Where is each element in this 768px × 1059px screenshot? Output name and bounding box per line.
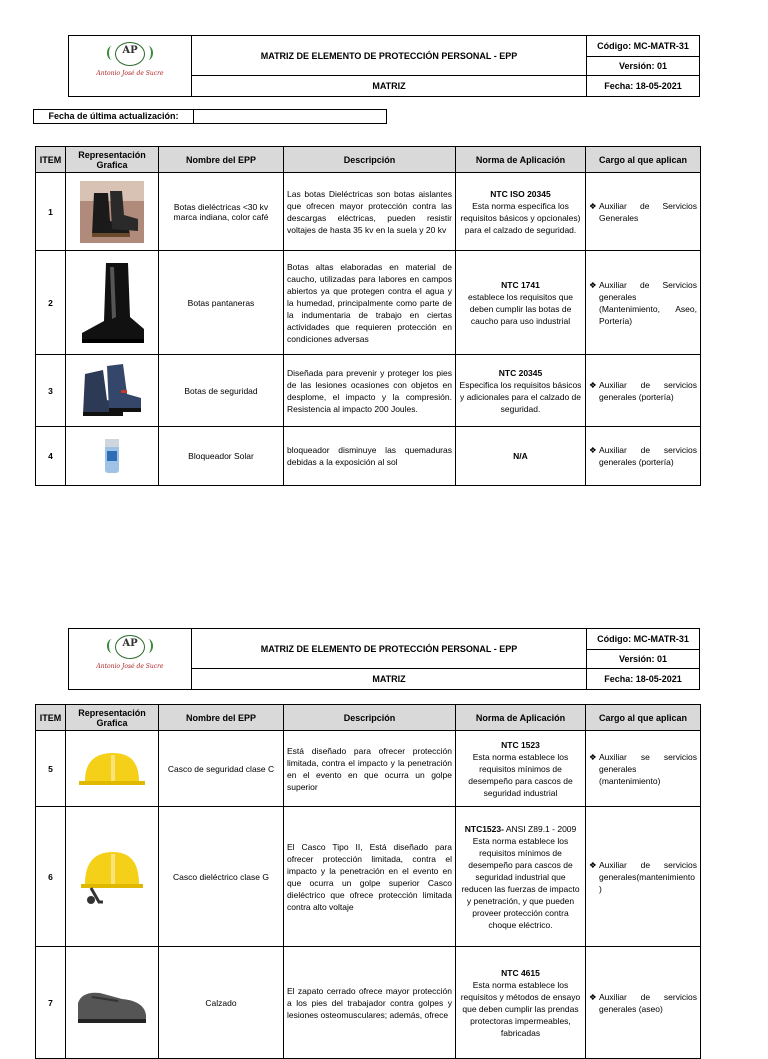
table-row bbox=[36, 807, 701, 947]
norma-text: Esta norma establece los requisitos mínimos de desempeño para cascos de seguridad industrial que reducen las fuerzas de impacto y penetración, y que pueden proveer protección contra choque eléctrico. bbox=[461, 835, 580, 930]
table-row bbox=[36, 427, 701, 486]
document-subtitle: MATRIZ bbox=[192, 76, 587, 97]
row-norma bbox=[456, 731, 586, 807]
bullet-icon: ❖ bbox=[589, 991, 597, 1002]
bullet-icon: ❖ bbox=[589, 379, 597, 390]
row-item: 3 bbox=[36, 355, 66, 427]
col-item: ITEM bbox=[36, 705, 66, 731]
cargo-text: Auxiliar se servicios generales (mantenimiento) bbox=[599, 751, 697, 786]
row-image bbox=[66, 807, 159, 947]
company-logo: AP Antonio José de Sucre bbox=[69, 629, 191, 689]
norma-text: Esta norma establece los requisitos y métodos de ensayo que deben cumplir las prendas protectoras impermeables, fabricadas bbox=[460, 979, 581, 1038]
row-name: Casco de seguridad clase C bbox=[159, 731, 284, 807]
row-cargo bbox=[586, 947, 701, 1059]
row-name: Calzado bbox=[159, 947, 284, 1059]
document-version: Versión: 01 bbox=[587, 649, 700, 669]
last-update-label: Fecha de última actualización: bbox=[34, 110, 194, 123]
norma-title: N/A bbox=[513, 451, 528, 461]
table-row bbox=[36, 251, 701, 355]
cargo-text: Auxiliar de Servicios generales (Mantenimiento, Aseo, Portería) bbox=[599, 279, 697, 326]
row-cargo bbox=[586, 731, 701, 807]
last-update-value bbox=[194, 110, 385, 123]
norma-text: Esta norma especifica los requisitos básicos y opcionales) para el calzado de seguridad. bbox=[460, 200, 581, 235]
row-name: Bloqueador Solar bbox=[159, 427, 284, 486]
row-cargo bbox=[586, 355, 701, 427]
row-item: 5 bbox=[36, 731, 66, 807]
col-description: Descripción bbox=[284, 147, 456, 173]
col-item: ITEM bbox=[36, 147, 66, 173]
row-image bbox=[66, 947, 159, 1059]
norma-title: NTC 1741 bbox=[501, 279, 540, 290]
last-update-field bbox=[33, 109, 387, 124]
logo-org-name: Antonio José de Sucre bbox=[96, 663, 164, 670]
table-row bbox=[36, 947, 701, 1059]
bullet-icon: ❖ bbox=[589, 751, 597, 762]
norma-title: NTC ISO 20345 bbox=[490, 188, 551, 199]
cargo-text: Auxiliar de Servicios Generales bbox=[599, 200, 697, 223]
row-description: El Casco Tipo II, Está diseñado para ofrecer protección limitada, contra el impacto y la penetración en el evento en que ocurra un golpe superior Casco dieléctrico que ofrece protección limitada contra alto voltaje bbox=[284, 807, 456, 947]
sunscreen-icon bbox=[102, 437, 122, 475]
row-image bbox=[66, 173, 159, 251]
col-norma: Norma de Aplicación bbox=[456, 705, 586, 731]
document-code: Código: MC-MATR-31 bbox=[587, 36, 700, 57]
table-header-row bbox=[36, 705, 701, 731]
row-description: Las botas Dieléctricas son botas aislantes que ofrecen mayor protección contra las descargas eléctricas, pueden resistir voltajes de hasta 35 kv en la suela y 20 kv bbox=[284, 173, 456, 251]
row-item: 7 bbox=[36, 947, 66, 1059]
norma-title: NTC 4615 bbox=[501, 967, 540, 978]
norma-title: NTC 1523 bbox=[501, 739, 540, 750]
row-norma bbox=[456, 173, 586, 251]
document-date: Fecha: 18-05-2021 bbox=[587, 76, 700, 97]
document-version: Versión: 01 bbox=[587, 56, 700, 76]
row-item: 1 bbox=[36, 173, 66, 251]
bullet-icon: ❖ bbox=[589, 279, 597, 290]
norma-title: NTC 20345 bbox=[498, 367, 543, 378]
row-name: Botas dieléctricas <30 kv marca indiana, color café bbox=[159, 173, 284, 251]
row-norma bbox=[456, 947, 586, 1059]
row-cargo bbox=[586, 807, 701, 947]
row-image bbox=[66, 427, 159, 486]
row-description: Botas altas elaboradas en material de caucho, utilizadas para labores en campos abiertos ya que protegen contra el agua y la humedad, principalmente como parte de la indumentaria de trabajo en ciertas actividades que requieren protección en condiciones adversas bbox=[284, 251, 456, 355]
col-name: Nombre del EPP bbox=[159, 705, 284, 731]
col-norma: Norma de Aplicación bbox=[456, 147, 586, 173]
epp-table-page2 bbox=[35, 704, 701, 1059]
row-description: Está diseñado para ofrecer protección limitada, contra el impacto y la penetración en el evento en que ocurra un golpe superior bbox=[284, 731, 456, 807]
row-description: El zapato cerrado ofrece mayor protección a los pies del trabajador contra golpes y lesiones osteomusculares; además, ofrece bbox=[284, 947, 456, 1059]
document-title: MATRIZ DE ELEMENTO DE PROTECCIÓN PERSONAL - EPP bbox=[192, 629, 587, 669]
hard-hat-icon bbox=[75, 747, 149, 791]
table-row bbox=[36, 173, 701, 251]
row-cargo bbox=[586, 251, 701, 355]
cargo-text: Auxiliar de servicios generales (aseo) bbox=[599, 991, 697, 1014]
cargo-text: Auxiliar de servicios generales (portería) bbox=[599, 445, 697, 467]
bullet-icon: ❖ bbox=[589, 859, 597, 870]
norma-title: NTC1523- bbox=[464, 823, 504, 834]
dielectric-boots-icon bbox=[80, 181, 144, 243]
document-title: MATRIZ DE ELEMENTO DE PROTECCIÓN PERSONAL - EPP bbox=[192, 36, 587, 76]
row-image bbox=[66, 251, 159, 355]
row-name: Casco dieléctrico clase G bbox=[159, 807, 284, 947]
row-image bbox=[66, 355, 159, 427]
logo-org-name: Antonio José de Sucre bbox=[96, 70, 164, 77]
row-name: Botas pantaneras bbox=[159, 251, 284, 355]
document-code: Código: MC-MATR-31 bbox=[587, 629, 700, 650]
rubber-boot-icon bbox=[76, 259, 148, 347]
document-subtitle: MATRIZ bbox=[192, 669, 587, 690]
table-header-row bbox=[36, 147, 701, 173]
row-item: 4 bbox=[36, 427, 66, 486]
row-norma bbox=[456, 251, 586, 355]
document-date: Fecha: 18-05-2021 bbox=[587, 669, 700, 690]
bullet-icon: ❖ bbox=[589, 200, 597, 211]
row-description: Diseñada para prevenir y proteger los pies de las lesiones ocasiones con objetos en desplome, el impacto y la compresión. Resistencia al impacto 200 Joules. bbox=[284, 355, 456, 427]
row-item: 6 bbox=[36, 807, 66, 947]
row-image bbox=[66, 731, 159, 807]
cargo-text: Auxiliar de servicios generales (portería) bbox=[599, 379, 697, 402]
col-cargo: Cargo al que aplican bbox=[586, 147, 701, 173]
row-norma bbox=[456, 355, 586, 427]
row-cargo bbox=[586, 173, 701, 251]
dielectric-helmet-icon bbox=[77, 844, 147, 910]
cargo-text: Auxiliar de servicios generales(mantenimiento ) bbox=[599, 859, 697, 894]
norma-text: Especifica los requisitos básicos y adicionales para el calzado de seguridad. bbox=[459, 379, 582, 414]
bullet-icon: ❖ bbox=[589, 445, 597, 455]
norma-text: Esta norma establece los requisitos mínimos de desempeño para cascos de seguridad industrial bbox=[468, 751, 573, 798]
col-image: Representación Grafica bbox=[66, 147, 159, 173]
norma-text: establece los requisitos que deben cumplir las botas de caucho para uso industrial bbox=[468, 291, 573, 326]
logo-cell bbox=[69, 36, 192, 97]
epp-table-page1 bbox=[35, 146, 701, 486]
safety-boots-icon bbox=[77, 360, 147, 422]
row-norma bbox=[456, 807, 586, 947]
col-description: Descripción bbox=[284, 705, 456, 731]
row-cargo bbox=[586, 427, 701, 486]
row-description: bloqueador disminuye las quemaduras debidas a la exposición al sol bbox=[284, 427, 456, 486]
row-name: Botas de seguridad bbox=[159, 355, 284, 427]
col-cargo: Cargo al que aplican bbox=[586, 705, 701, 731]
norma-title-extra: ANSI Z89.1 - 2009 bbox=[503, 823, 577, 834]
document-header-page2 bbox=[68, 628, 700, 690]
col-image: Representación Grafica bbox=[66, 705, 159, 731]
logo-cell bbox=[69, 629, 192, 690]
table-row bbox=[36, 731, 701, 807]
table-row bbox=[36, 355, 701, 427]
row-item: 2 bbox=[36, 251, 66, 355]
row-norma bbox=[456, 427, 586, 486]
company-logo: AP Antonio José de Sucre bbox=[69, 36, 191, 96]
col-name: Nombre del EPP bbox=[159, 147, 284, 173]
document-header bbox=[68, 35, 700, 97]
